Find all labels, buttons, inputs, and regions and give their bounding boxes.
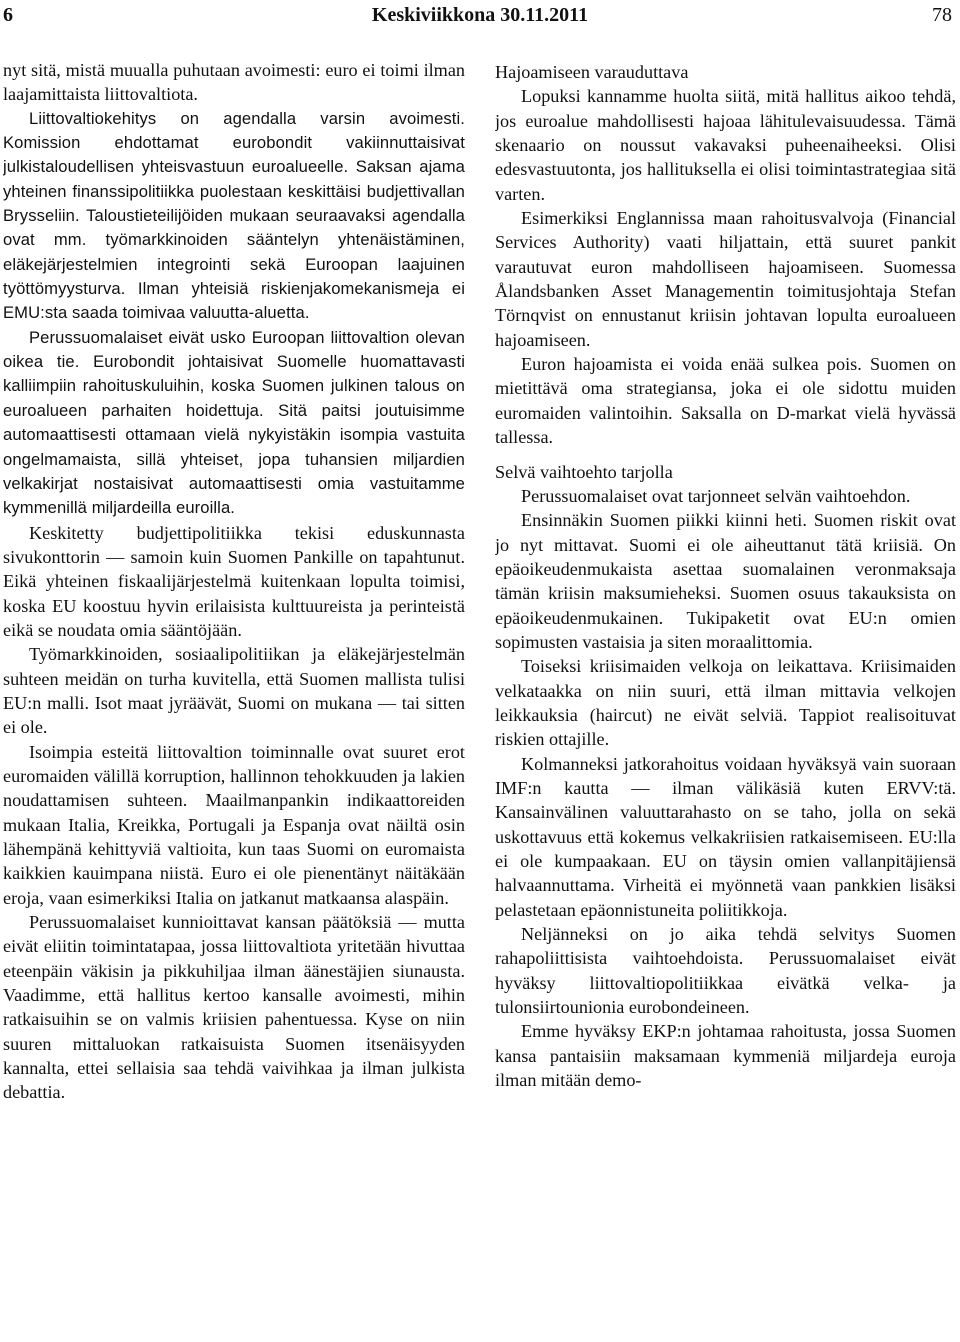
paragraph: Euron hajoamista ei voida enää sulkea pois. Suomen on mietittävä oma strategiansa, joka ei ole sidottu muiden euromaiden valintoihin. Saksalla on D-markat vielä hyvässä tallessa. xyxy=(495,354,956,448)
paragraph: nyt sitä, mistä muualla puhutaan avoimesti: euro ei toimi ilman laajamittaista liittovaltiota. xyxy=(3,60,465,105)
paragraph: Isoimpia esteitä liittovaltion toiminnalle ovat suuret erot euromaiden välillä korruption, hallinnon tehokkuuden ja lakien noudattamisen suhteen. Maailmanpankin indikaattoreiden mukaan Italia, Kreikka, Portugali ja Espanja ovat näiltä osin lähempänä kehittyviä valtioita, kun taas Suomi on euromaista kaikkien kauimpana niistä. Euro ei ole pienentänyt näitäkään eroja, vaan esimerkiksi Italia on jatkanut matkaansa alaspäin. xyxy=(3,741,465,908)
issue-date: Keskiviikkona 30.11.2011 xyxy=(371,4,589,26)
section-heading: Selvä vaihtoehto tarjolla xyxy=(495,461,673,482)
paragraph: Perussuomalaiset eivät usko Euroopan liittovaltion olevan oikea tie. Eurobondit johtaisivat Suomelle huomattavasti kalliimpiin rahoituskuluihin, koska Suomen julkinen talous on euroalueen parhaiten hoidettuja. Sitä paitsi joutuisimme automaattisesti ottamaan vielä nykyistäkin isompia vastuita ongelmamaista, sillä yhteiset, jopa tuhansien miljardien velkakirjat nostaisivat automaattisesti omia vastuitamme kymmenillä miljardeilla euroilla. xyxy=(3,327,465,518)
left-column xyxy=(3,58,465,1338)
page-number-left: 6 xyxy=(3,4,13,26)
paragraph: Liittovaltiokehitys on agendalla varsin avoimesti. Komission ehdottamat eurobondit vakiinnuttaisivat julkistaloudellisen yhteisvastuun euroalueelle. Saksan ajama yhteinen finanssipolitiikka puolestaan keskittäisi budjettivallan Brysseliin. Taloustieteilijöiden mukaan seuraavaksi agendalla ovat mm. työmarkkinoiden sääntelyn yhtenäistäminen, eläkejärjestelmien integrointi sekä Euroopan laajuinen työttömyysturva. Ilman yhteisiä riskienjakomekanismeja ei EMU:sta saada toimivaa valuutta-aluetta. xyxy=(3,108,465,323)
paragraph: Lopuksi kannamme huolta siitä, mitä hallitus aikoo tehdä, jos euroalue mahdollisesti hajoaa lähitulevaisuudessa. Tämä skenaario on noussut vakavaksi puheenaiheeksi. Olisi edesvastuutonta, jos hallituksella ei olisi toimintastrategiaa sitä varten. xyxy=(495,86,956,204)
page-number-right: 78 xyxy=(932,4,952,26)
section-heading: Hajoamiseen varauduttava xyxy=(495,62,689,82)
paragraph: Esimerkiksi Englannissa maan rahoitusvalvoja (Financial Services Authority) vaati hiljattain, että suuret pankit varautuvat euron mahdolliseen hajoamiseen. Suomessa Ålandsbanken Asset Managementin toimitusjohtaja Stefan Törnqvist on ennustanut kriisin johtavan lopulta euroalueen hajoamiseen. xyxy=(495,208,956,350)
paragraph: Kolmanneksi jatkorahoitus voidaan hyväksyä vain suoraan IMF:n kautta — ilman välikäsiä kuten ERVV:tä. Kansainvälinen valuuttarahasto on se taho, jolla on sekä uskottavuus että kokemus velkakriisien ratkaisemiseen. EU:lla ei ole kumpaakaan. EU on täysin omien vallanpitäjiensä halvaannuttama. Virheitä ei myönnetä vaan pankkien lisäksi pelastetaan epäonnistuneita poliitikkoja. xyxy=(495,753,956,920)
paragraph: Toiseksi kriisimaiden velkoja on leikattava. Kriisimaiden velkataakka on niin suuri, että ilman mittavia velkojen leikkauksia (haircut) ne eivät selviä. Tappiot realisoituvat riskien ottajille. xyxy=(495,656,956,750)
paragraph: Perussuomalaiset kunnioittavat kansan päätöksiä — mutta eivät eliitin toimintatapaa, jossa liittovaltiota yritetään hivuttaa eteenpäin väkisin ja pikkuhiljaa ilman äänestäjien siunausta. Vaadimme, että hallitus kertoo kansalle avoimesti, mihin ratkaisuihin se on valmis kriisien pahentuessa. Kyse on niin suuren mittaluokan ratkaisuista Suomen itsenäisyyden kannalta, ettei sellaisia saa tehdä vaivihkaa ja ilman julkista debattia. xyxy=(3,912,465,1103)
paragraph: Ensinnäkin Suomen piikki kiinni heti. Suomen riskit ovat jo nyt mittavat. Suomi ei ole aiheuttanut tätä kriisiä. On epäoikeudenmukaista asettaa suomalainen veronmaksaja tämän kriisin maksumieheksi. Suomen osuus takauksista on epäoikeudenmukainen. Tukipaketit ovat EU:n omien sopimusten vastaisia ja siten moraalittomia. xyxy=(495,510,956,652)
paragraph: Työmarkkinoiden, sosiaalipolitiikan ja eläkejärjestelmän suhteen meidän on turha kuvitella, että Suomen mallista tulisi EU:n malli. Isot maat jyräävät, Suomi on mukana — tai sitten ei ole. xyxy=(3,644,465,738)
paragraph: Neljänneksi on jo aika tehdä selvitys Suomen rahapoliittisista vaihtoehdoista. Perussuomalaiset eivät hyväksy liittovaltiopolitiikkaa eivätkä velka- ja tulonsiirtounionia eurobondeineen. xyxy=(495,924,956,1018)
page-header xyxy=(0,0,960,34)
paragraph: Emme hyväksy EKP:n johtamaa rahoitusta, jossa Suomen kansa pantaisiin maksamaan kymmeniä miljardeja euroja ilman mitään demo- xyxy=(495,1021,956,1091)
paragraph: Keskitetty budjettipolitiikka tekisi eduskunnasta sivukonttorin — samoin kuin Suomen Pankille on tapahtunut. Eikä yhteinen fiskaalijärjestelmä kuitenkaan lopulta toimisi, koska EU koostuu hyvin erilaisista kulttuureista ja perinteistä eikä se noudata omia sääntöjään. xyxy=(3,522,465,640)
right-column xyxy=(495,60,956,1340)
paragraph: Perussuomalaiset ovat tarjonneet selvän vaihtoehdon. xyxy=(521,485,911,506)
